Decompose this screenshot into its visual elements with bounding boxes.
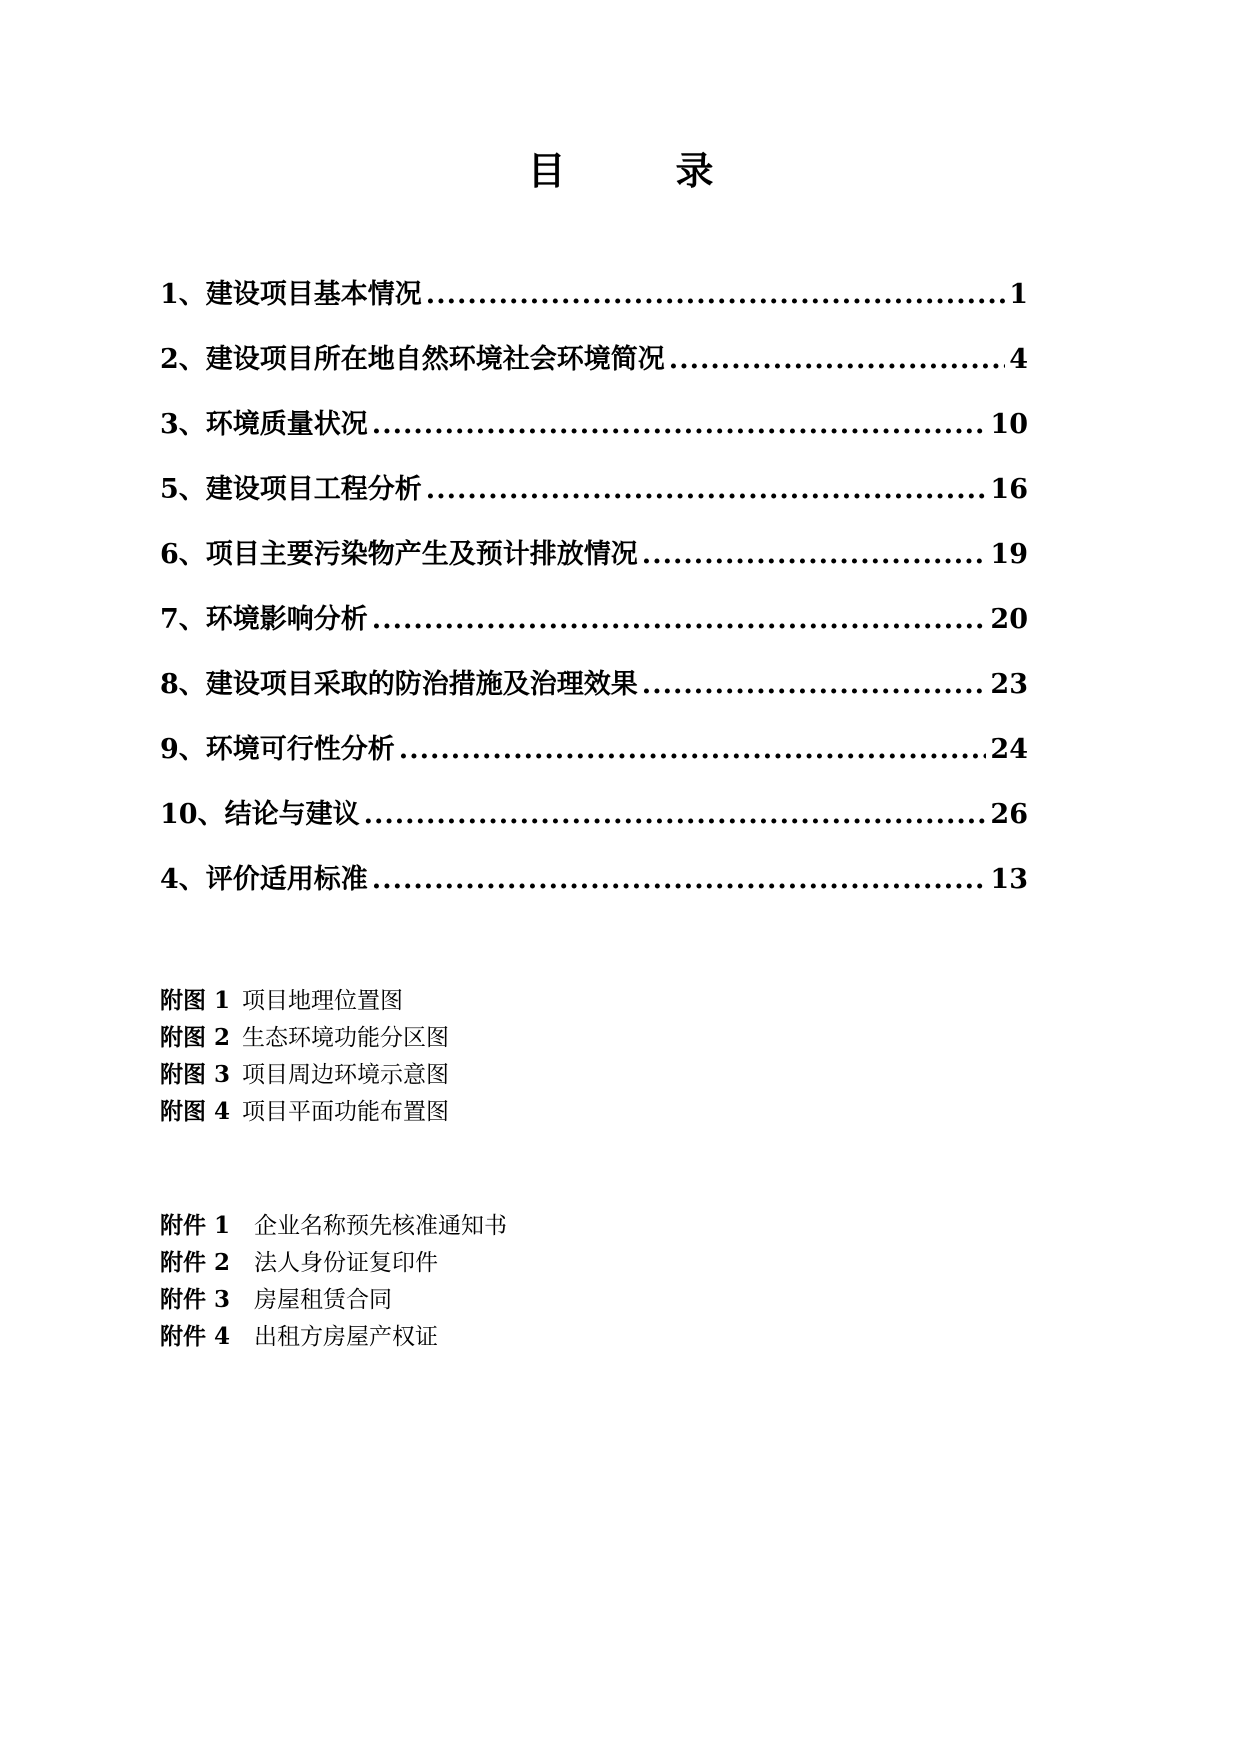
- toc-leader-dots: [642, 539, 987, 570]
- attachment-list: [160, 1207, 507, 1355]
- toc-entry-label: 3、环境质量状况: [160, 409, 368, 440]
- attachment-key: 附件 1: [160, 1212, 231, 1239]
- toc-entry[interactable]: [160, 792, 1028, 857]
- toc-leader-dots: [399, 734, 987, 765]
- figure-title: 生态环境功能分区图: [242, 1025, 449, 1051]
- toc-leader-dots: [364, 799, 987, 830]
- toc-leader-dots: [372, 409, 987, 440]
- toc-entry-page: 16: [990, 474, 1028, 505]
- figure-list: [160, 982, 449, 1130]
- toc-entry-page: 20: [990, 604, 1028, 635]
- figure-item: [160, 982, 449, 1019]
- toc-entry-page: 24: [990, 734, 1028, 765]
- attachment-item: [160, 1207, 507, 1244]
- toc-entry-page: 26: [990, 799, 1028, 830]
- toc-entry[interactable]: [160, 402, 1028, 467]
- figure-item: [160, 1056, 449, 1093]
- toc-entry-page: 23: [990, 669, 1028, 700]
- attachment-key: 附件 3: [160, 1286, 231, 1313]
- figure-title: 项目地理位置图: [242, 988, 403, 1014]
- toc-leader-dots: [426, 474, 987, 505]
- toc-entry-page: 13: [990, 864, 1028, 895]
- attachment-title: 企业名称预先核准通知书: [254, 1213, 507, 1239]
- toc-leader-dots: [426, 279, 1005, 310]
- figure-item: [160, 1093, 449, 1130]
- toc-entry-page: 10: [990, 409, 1028, 440]
- toc-entry-label: 8、建设项目采取的防治措施及治理效果: [160, 669, 638, 700]
- figure-key: 附图 4: [160, 1098, 231, 1125]
- toc-entry-page: 1: [1009, 279, 1028, 310]
- figure-item: [160, 1019, 449, 1056]
- toc-entry-label: 10、结论与建议: [160, 799, 360, 830]
- attachment-key: 附件 4: [160, 1323, 231, 1350]
- toc-entry[interactable]: [160, 857, 1028, 922]
- attachment-title: 房屋租赁合同: [254, 1287, 392, 1313]
- attachment-key: 附件 2: [160, 1249, 231, 1276]
- toc-entry[interactable]: [160, 597, 1028, 662]
- toc-entry-label: 6、项目主要污染物产生及预计排放情况: [160, 539, 638, 570]
- toc-entry-label: 5、建设项目工程分析: [160, 474, 422, 505]
- toc-entry-label: 1、建设项目基本情况: [160, 279, 422, 310]
- toc-entry-page: 19: [990, 539, 1028, 570]
- attachment-item: [160, 1318, 507, 1355]
- toc-entry-label: 2、建设项目所在地自然环境社会环境简况: [160, 344, 665, 375]
- table-of-contents: [160, 272, 1028, 922]
- toc-entry[interactable]: [160, 532, 1028, 597]
- toc-leader-dots: [642, 669, 987, 700]
- toc-entry[interactable]: [160, 337, 1028, 402]
- figure-key: 附图 3: [160, 1061, 231, 1088]
- attachment-item: [160, 1281, 507, 1318]
- toc-entry[interactable]: [160, 467, 1028, 532]
- toc-entry-page: 4: [1009, 344, 1028, 375]
- figure-key: 附图 1: [160, 987, 231, 1014]
- toc-entry[interactable]: [160, 727, 1028, 792]
- toc-entry[interactable]: [160, 662, 1028, 727]
- toc-leader-dots: [669, 344, 1005, 375]
- toc-entry[interactable]: [160, 272, 1028, 337]
- attachment-title: 出租方房屋产权证: [254, 1324, 438, 1350]
- attachment-title: 法人身份证复印件: [254, 1250, 438, 1276]
- toc-leader-dots: [372, 604, 987, 635]
- toc-leader-dots: [372, 864, 987, 895]
- toc-entry-label: 7、环境影响分析: [160, 604, 368, 635]
- attachment-item: [160, 1244, 507, 1281]
- page-title: 目 录: [527, 148, 750, 193]
- figure-title: 项目周边环境示意图: [242, 1062, 449, 1088]
- toc-entry-label: 9、环境可行性分析: [160, 734, 395, 765]
- figure-key: 附图 2: [160, 1024, 231, 1051]
- toc-entry-label: 4、评价适用标准: [160, 864, 368, 895]
- figure-title: 项目平面功能布置图: [242, 1099, 449, 1125]
